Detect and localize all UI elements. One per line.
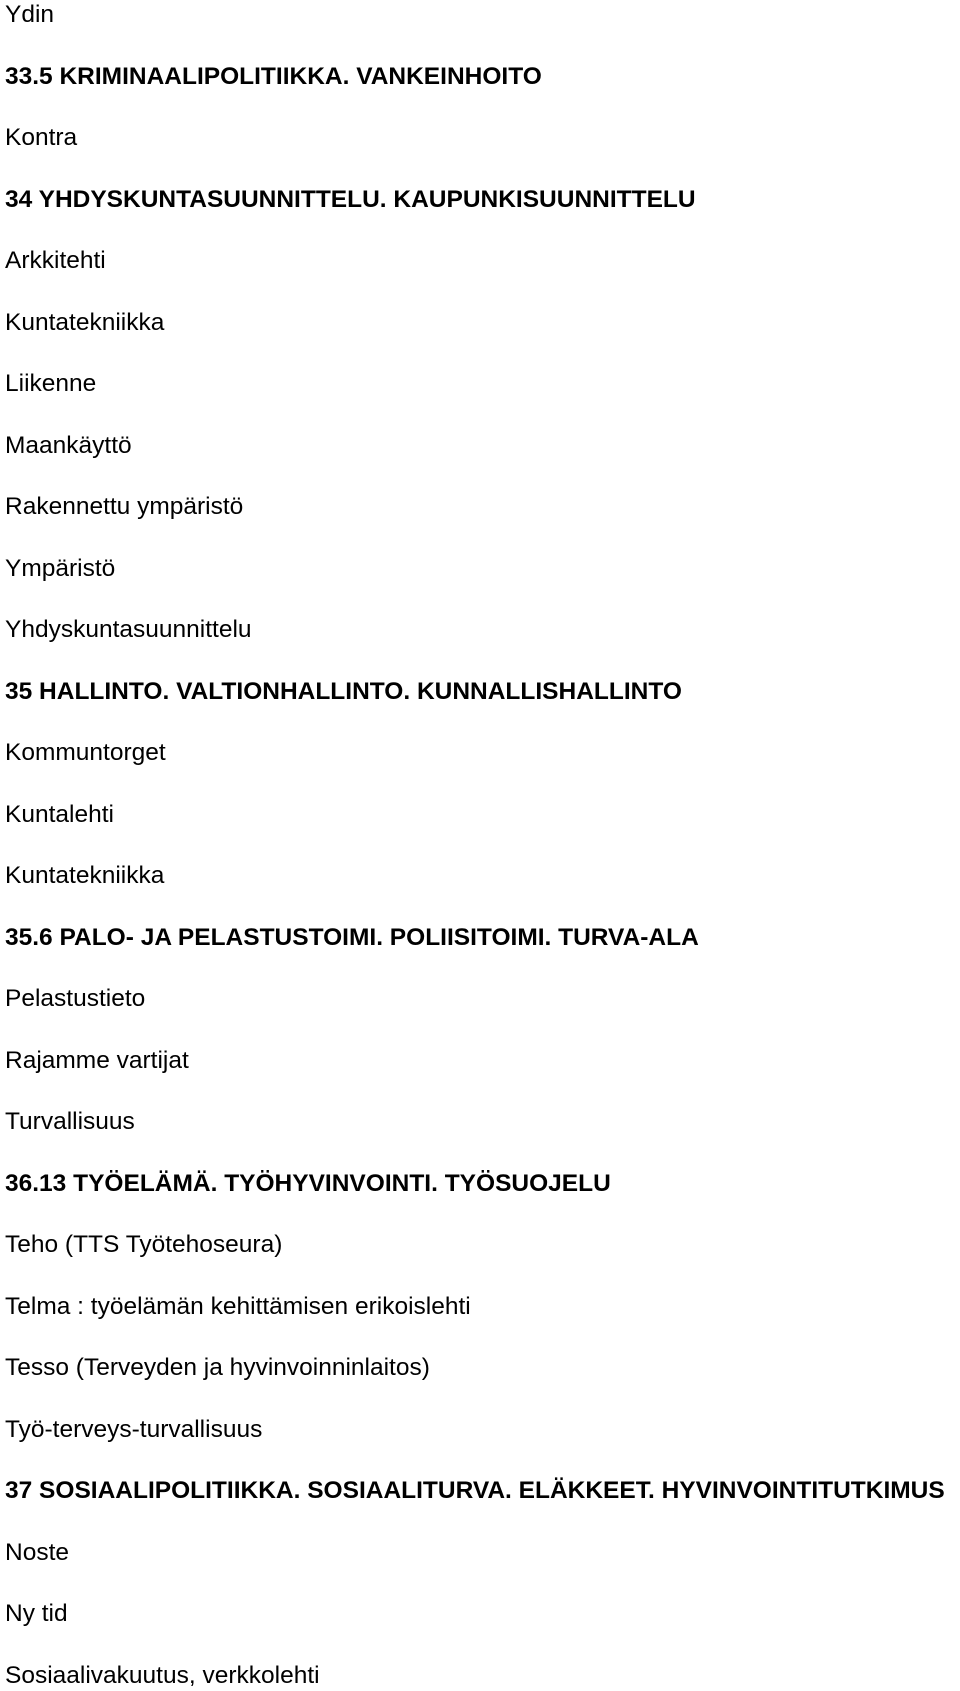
publication-entry: Teho (TTS Työtehoseura) [5,1231,283,1258]
publication-entry: Kontra [5,124,78,151]
publication-entry: Rakennettu ympäristö [5,493,244,520]
publication-entry: Ny tid [5,1600,68,1627]
publication-entry: Kuntalehti [5,800,114,828]
section-heading: 37 SOSIAALIPOLITIIKKA. SOSIAALITURVA. ELÄKKEET. HYVINVOINTITUTKIMUS [5,1477,945,1504]
section-heading: 34 YHDYSKUNTASUUNNITTELU. KAUPUNKISUUNNITTELU [5,185,696,213]
publication-entry: Maankäyttö [5,431,132,459]
section-heading: 33.5 KRIMINAALIPOLITIIKKA. VANKEINHOITO [5,62,542,90]
publication-entry: Ympäristö [5,554,116,582]
publication-entry: Kuntatekniikka [5,862,165,889]
section-heading: 35.6 PALO- JA PELASTUSTOIMI. POLIISITOIMI. TURVA-ALA [5,923,699,951]
publication-entry: Kommuntorget [5,739,166,766]
section-heading: 36.13 TYÖELÄMÄ. TYÖHYVINVOINTI. TYÖSUOJELU [5,1169,611,1197]
publication-entry: Ydin [5,1,55,28]
publication-entry: Pelastustieto [5,985,146,1012]
section-heading: 35 HALLINTO. VALTIONHALLINTO. KUNNALLISHALLINTO [5,677,682,705]
publication-entry: Arkkitehti [5,247,106,274]
publication-entry: Telma : työelämän kehittämisen erikoislehti [5,1292,471,1320]
publication-entry: Sosiaalivakuutus, verkkolehti [5,1661,320,1689]
publication-entry: Turvallisuus [5,1108,135,1135]
publication-entry: Rajamme vartijat [5,1046,189,1074]
publication-entry: Noste [5,1538,70,1566]
publication-entry: Kuntatekniikka [5,308,165,336]
publication-entry: Työ-terveys-turvallisuus [5,1415,263,1443]
publication-entry: Tesso (Terveyden ja hyvinvoinninlaitos) [5,1354,430,1381]
publication-entry: Yhdyskuntasuunnittelu [5,616,252,643]
publication-entry: Liikenne [5,370,97,397]
